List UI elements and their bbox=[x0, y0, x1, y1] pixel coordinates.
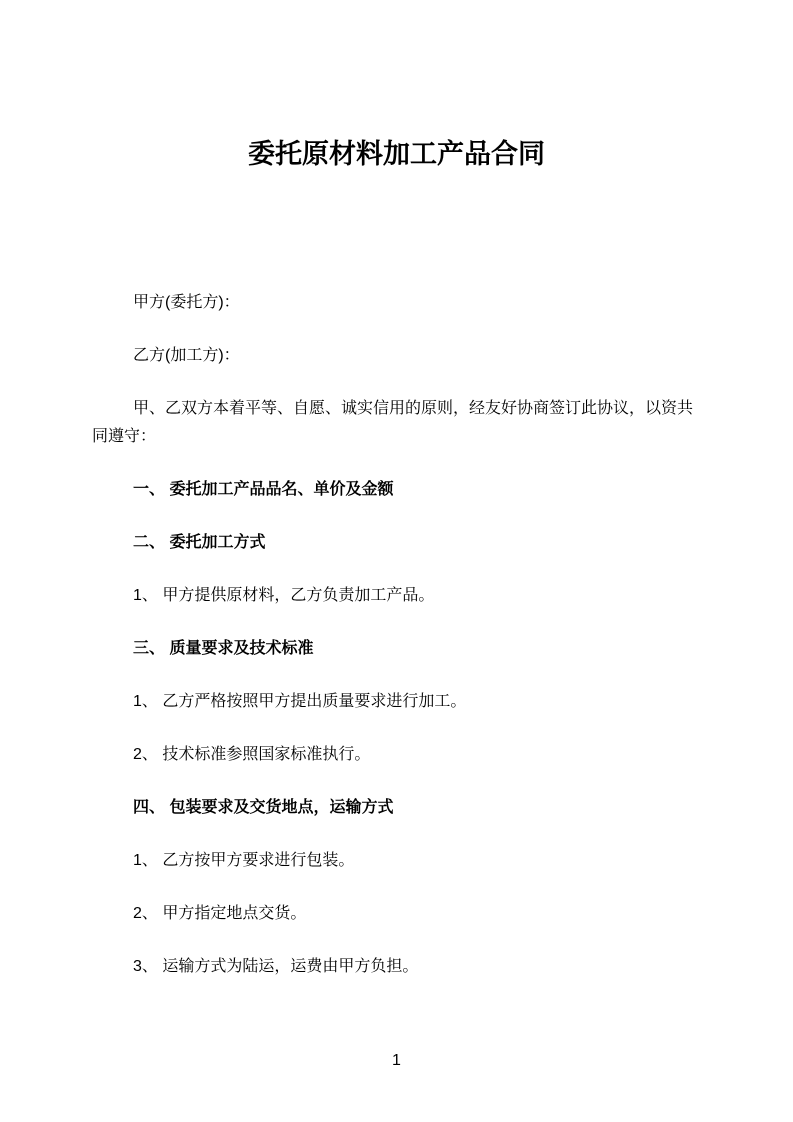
section-4-item-1: 1、 乙方按甲方要求进行包装。 bbox=[133, 852, 355, 869]
section-4-item-3: 3、 运输方式为陆运，运费由甲方负担。 bbox=[133, 958, 419, 975]
document-content bbox=[92, 0, 701, 1006]
party-b-line: 乙方(加工方)： bbox=[133, 347, 240, 364]
section-4-heading: 四、 包装要求及交货地点，运输方式 bbox=[133, 799, 394, 816]
party-a-line: 甲方(委托方)： bbox=[133, 294, 240, 311]
section-1-heading: 一、 委托加工产品品名、单价及金额 bbox=[133, 481, 394, 498]
section-3-item-1: 1、 乙方严格按照甲方提出质量要求进行加工。 bbox=[133, 693, 467, 710]
section-2-item-1: 1、 甲方提供原材料，乙方负责加工产品。 bbox=[133, 587, 435, 604]
section-3-item-2: 2、 技术标准参照国家标准执行。 bbox=[133, 746, 371, 763]
preamble-paragraph: 甲、乙双方本着平等、自愿、诚实信用的原则，经友好协商签订此协议，以资共同遵守： bbox=[92, 400, 694, 445]
page-number: 1 bbox=[392, 1052, 401, 1069]
section-2-heading: 二、 委托加工方式 bbox=[133, 534, 266, 551]
section-4-item-2: 2、 甲方指定地点交货。 bbox=[133, 905, 307, 922]
document-title: 委托原材料加工产品合同 bbox=[248, 139, 545, 169]
section-3-heading: 三、 质量要求及技术标准 bbox=[133, 640, 314, 657]
